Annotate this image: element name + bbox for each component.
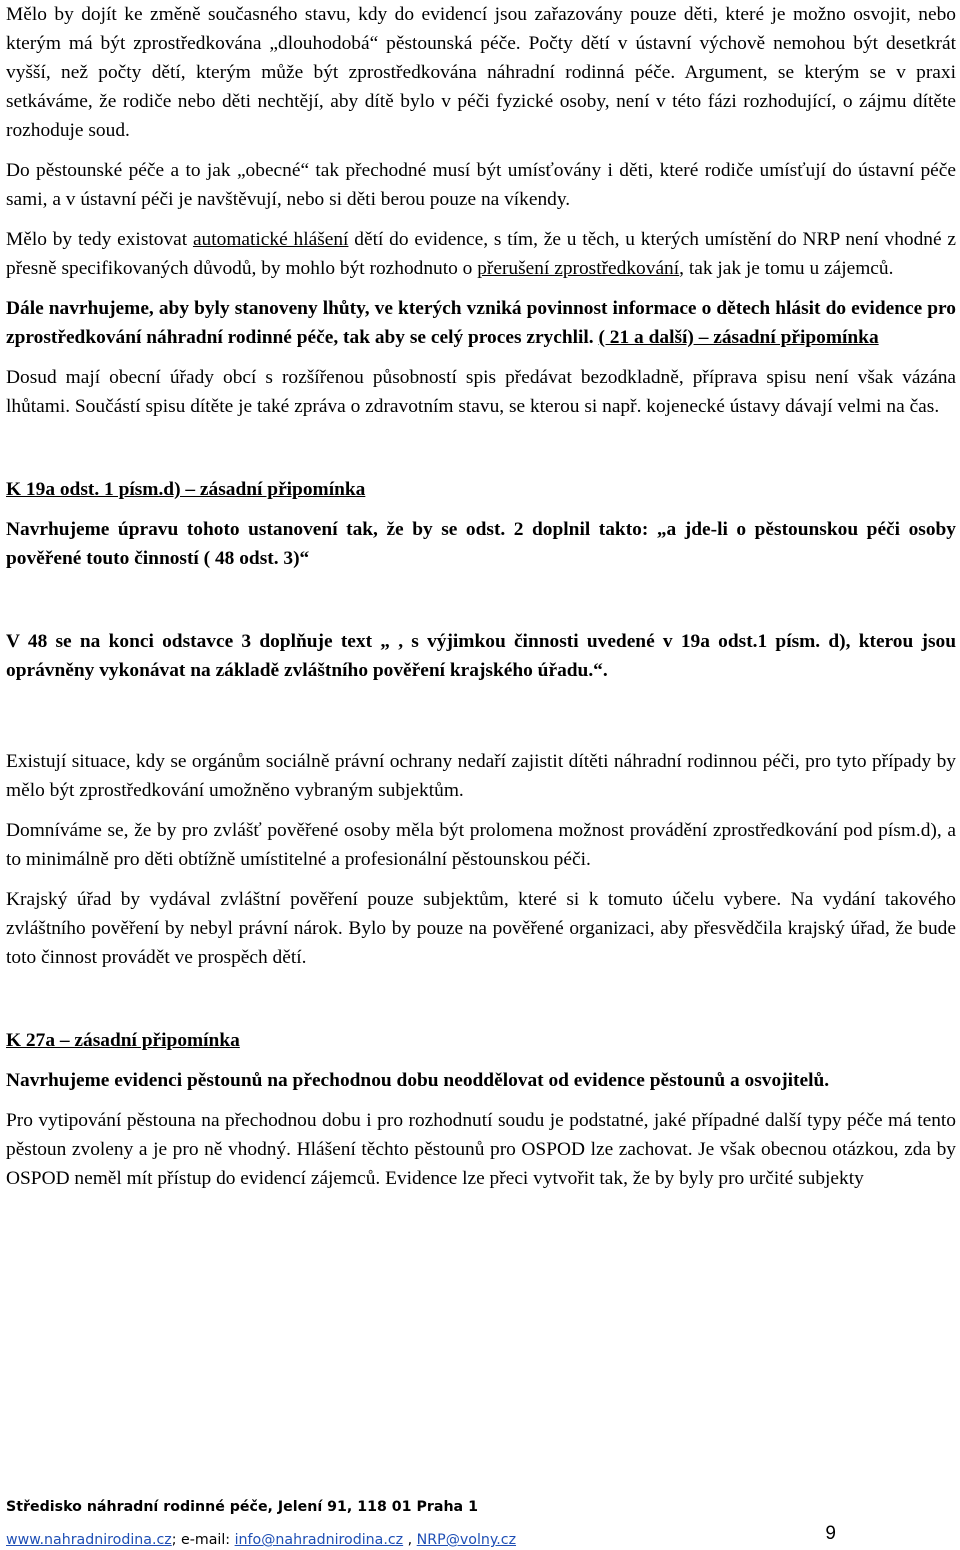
paragraph: Do pěstounské péče a to jak „obecné“ tak přechodné musí být umísťovány i děti, které rodiče umísťují do ústavní péče sami, a v ústavní péči je navštěvují, nebo si děti berou pouze na víkendy. — [6, 160, 956, 210]
document-page — [6, 0, 956, 1193]
paragraph: Dosud mají obecní úřady obcí s rozšířenou působností spis předávat bezodkladně, příprava spisu není však vázána lhůtami. Součástí spisu dítěte je také zpráva o zdravotním stavu, se kterou si např. kojenecké ústavy dávají velmi na čas. — [6, 367, 956, 417]
email-link-info[interactable]: info@nahradnirodina.cz — [234, 1532, 404, 1548]
section-heading: K 19a odst. 1 písm.d) – zásadní připomínka — [6, 479, 366, 500]
paragraph: Domníváme se, že by pro zvlášť pověřené osoby měla být prolomena možnost provádění zprostředkování pod písm.d), a to minimálně pro děti obtížně umístitelné a profesionální pěstounskou péči. — [6, 820, 956, 870]
paragraph: Mělo by dojít ke změně současného stavu, kdy do evidencí jsou zařazovány pouze děti, které je možno osvojit, nebo kterým má být zprostředkována „dlouhodobá“ pěstounská péče. Počty dětí v ústavní výchově nemohou být desetkrát vyšší, než počty dětí, kterým může být zprostředkována náhradní rodinná péče. Argument, se kterým se v praxi setkáváme, že rodiče nebo děti nechtějí, aby dítě bylo v péči fyzické osoby, není v této fázi rozhodující, o zájmu dítěte rozhoduje soud. — [6, 4, 956, 141]
section-reference: ( 21 a další) – zásadní připomínka — [598, 327, 879, 348]
text-run: dětí do evidence, s tím, že u těch, u kterých umístění do NRP není vhodné z přesně specifikovaných důvodů, by mohlo být rozhodnuto o — [6, 229, 957, 279]
underlined-text: automatické hlášení — [192, 229, 349, 250]
text-run: , tak jak je tomu u zájemců. — [679, 258, 894, 279]
proposal-paragraph: Navrhujeme úpravu tohoto ustanovení tak, že by se odst. 2 doplnil takto: „a jde-li o pěstounskou péči osoby pověřené touto činností ( 48 odst. 3)“ — [6, 519, 956, 569]
paragraph — [6, 225, 956, 283]
text-run: Mělo by tedy existovat — [6, 229, 193, 250]
footer-separator: ; e-mail: — [171, 1532, 235, 1548]
proposal-paragraph: Navrhujeme evidenci pěstounů na přechodnou dobu neoddělovat od evidence pěstounů a osvojitelů. — [6, 1070, 830, 1091]
paragraph: Pro vytipování pěstouna na přechodnou dobu i pro rozhodnutí soudu je podstatné, jaké případné další typy péče má tento pěstoun zvoleny a je pro ně vhodný. Hlášení těchto pěstounů pro OSPOD lze zachovat. Je však obecnou otázkou, zda by OSPOD neměl mít přístup do evidencí zájemců. Evidence lze přeci vytvořit tak, že by byly pro určité subjekty — [6, 1110, 956, 1189]
footer-contacts — [6, 1523, 956, 1550]
website-link[interactable]: www.nahradnirodina.cz — [6, 1532, 172, 1548]
email-link-nrp[interactable]: NRP@volny.cz — [416, 1532, 517, 1548]
underlined-text: přerušení zprostředkování — [477, 258, 680, 279]
text-run: Dále navrhujeme, aby byly stanoveny lhůty, ve kterých vzniká povinnost informace o dětech hlásit do evidence pro zprostředkování náhradní rodinné péče, tak aby se celý proces zrychlil. — [6, 298, 956, 348]
page-number: 9 — [825, 1523, 836, 1544]
paragraph: Existují situace, kdy se orgánům sociálně právní ochrany nedaří zajistit dítěti náhradní rodinnou péči, pro tyto případy by mělo být zprostředkování umožněno vybraným subjektům. — [6, 751, 956, 801]
footer-separator: , — [403, 1532, 417, 1548]
proposal-paragraph: V 48 se na konci odstavce 3 doplňuje text „ , s výjimkou činnosti uvedené v 19a odst.1 písm. d), kterou jsou oprávněny vykonávat na základě zvláštního pověření krajského úřadu.“. — [6, 631, 956, 681]
paragraph: Krajský úřad by vydával zvláštní pověření pouze subjektům, které si k tomuto účelu vybere. Na vydání takového zvláštního pověření by nebyl právní nárok. Bylo by pouze na pověřené organizaci, aby přesvědčila krajský úřad, že bude toto činnost provádět ve prospěch dětí. — [6, 889, 956, 968]
section-heading: K 27a – zásadní připomínka — [6, 1030, 240, 1051]
proposal-paragraph — [6, 294, 956, 352]
footer-address: Středisko náhradní rodinné péče, Jelení 91, 118 01 Praha 1 — [6, 1499, 478, 1515]
page-footer — [6, 1497, 956, 1550]
